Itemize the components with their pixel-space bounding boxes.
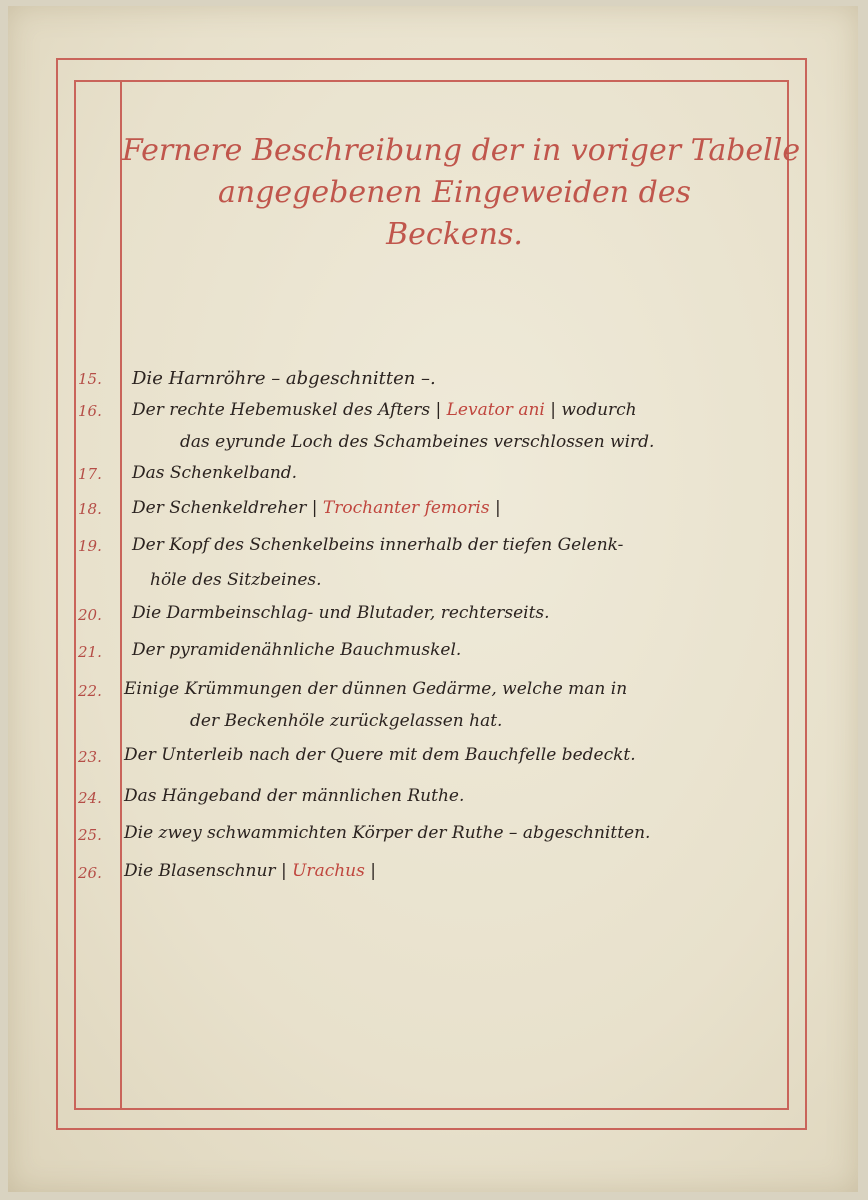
entry-text: Das Schenkelband. [132, 463, 298, 483]
entry-number: 19. [78, 537, 102, 555]
entry-number: 26. [78, 864, 102, 882]
latin-term: Levator ani [446, 400, 545, 420]
latin-term: Trochanter femoris [322, 498, 490, 518]
entry-number: 25. [78, 826, 102, 844]
entry-text: Die Darmbeinschlag- und Blutader, rechterseits. [132, 603, 550, 623]
entry-text: Die zwey schwammichten Körper der Ruthe – abgeschnitten. [124, 823, 651, 843]
latin-term: Urachus [292, 861, 365, 881]
entry-text-part: wodurch [561, 400, 637, 420]
entry-number: 15. [78, 370, 102, 388]
entry-number: 20. [78, 606, 102, 624]
entry-text: Der rechte Hebemuskel des Afters | Levator ani | wodurch [132, 400, 637, 420]
entry-number: 23. [78, 748, 102, 766]
entry-text: Der pyramidenähnliche Bauchmuskel. [132, 640, 462, 660]
entry-number: 18. [78, 500, 102, 518]
title-line-3: Beckens. [386, 217, 523, 252]
entry-text: Das Hängeband der männlichen Ruthe. [124, 786, 465, 806]
entry-text: Der Unterleib nach der Quere mit dem Bauchfelle bedeckt. [124, 745, 636, 765]
entry-text-part: Der rechte Hebemuskel des Afters [132, 400, 431, 420]
entry-text: Einige Krümmungen der dünnen Gedärme, welche man in [124, 679, 628, 699]
entry-text: Die Harnröhre – abgeschnitten –. [132, 368, 436, 389]
entry-text-continuation: höle des Sitzbeines. [150, 570, 322, 590]
entry-number: 22. [78, 682, 102, 700]
entry-text: Der Kopf des Schenkelbeins innerhalb der tiefen Gelenk- [132, 535, 624, 555]
entry-text-continuation: das eyrunde Loch des Schambeines verschlossen wird. [180, 432, 655, 452]
entry-text-part: Die Blasenschnur [124, 861, 276, 881]
title-line-2: angegebenen Eingeweiden des [218, 175, 691, 210]
title-line-1: Fernere Beschreibung der in voriger Tabelle [122, 133, 801, 168]
entry-number: 24. [78, 789, 102, 807]
entry-text: Der Schenkeldreher | Trochanter femoris | [132, 498, 501, 518]
entry-number: 17. [78, 465, 102, 483]
entry-number: 16. [78, 402, 102, 420]
entry-text: Die Blasenschnur | Urachus | [124, 861, 376, 881]
entry-text-continuation: der Beckenhöle zurückgelassen hat. [190, 711, 503, 731]
entry-number: 21. [78, 643, 102, 661]
page-title [122, 130, 801, 256]
entry-text-part: Der Schenkeldreher [132, 498, 307, 518]
